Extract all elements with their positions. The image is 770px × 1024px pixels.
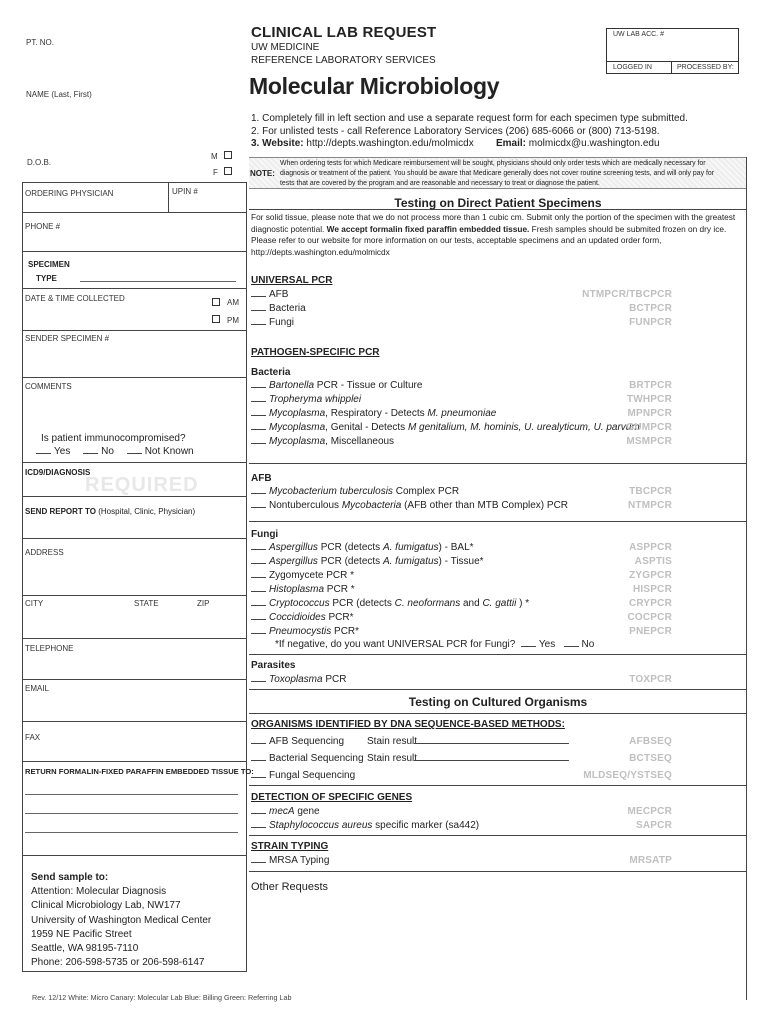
code-asppcr: ASPPCR xyxy=(629,542,672,553)
tropheryma-pcr[interactable]: Tropheryma whipplei xyxy=(251,393,361,407)
code-mldseq-ystseq: MLDSEQ/YSTSEQ xyxy=(583,770,672,781)
code-bctpcr: BCTPCR xyxy=(629,303,672,314)
universal-pcr-heading: UNIVERSAL PCR xyxy=(251,275,333,286)
medicare-note: NOTE: When ordering tests for which Medicare reimbursement will be sought, physicians should only order tests which are medically necessary for diagnosis or treatment of the patient. You should be aware that Medicare generally does not cover routine screening tests, and will only pay for tests that are covered by the program and are reasonable and necessary to treat or diagnose the patient. xyxy=(249,157,746,189)
code-afbseq: AFBSEQ xyxy=(629,736,672,747)
uw-lab-acc-label: UW LAB ACC. # xyxy=(613,31,664,38)
universal-afb[interactable]: AFB xyxy=(251,288,288,302)
state-label: STATE xyxy=(134,599,159,608)
required-watermark: REQUIRED xyxy=(85,474,199,496)
cryptococcus-pcr[interactable]: Cryptococcus PCR (detects C. neoformans and C. gattii ) * xyxy=(251,597,529,611)
icd9-label: ICD9/DIAGNOSIS xyxy=(25,468,91,477)
bacteria-label: Bacteria xyxy=(251,367,291,378)
comments-label: COMMENTS xyxy=(25,382,72,391)
instructions: 1. Completely fill in left section and use a separate request form for each specimen type submitted. 2. For unlisted tests - call Reference Laboratory Services (206) 685-6066 or (800) 713-5198. 3. Website: http://depts.washington.edu/molmicdx Email: molmicdx@u.washington.edu xyxy=(251,113,688,149)
code-crypcr: CRYPCR xyxy=(628,598,672,609)
code-mpnpcr: MPNPCR xyxy=(627,408,672,419)
code-brtpcr: BRTPCR xyxy=(629,380,672,391)
form-title: CLINICAL LAB REQUEST xyxy=(251,24,437,41)
code-pnepcr: PNEPCR xyxy=(629,626,672,637)
telephone-label: TELEPHONE xyxy=(25,644,74,653)
bacterial-sequencing[interactable]: Bacterial Sequencing Stain result xyxy=(251,752,364,766)
specific-genes-heading: DETECTION OF SPECIFIC GENES xyxy=(251,792,413,803)
pm-checkbox[interactable] xyxy=(212,315,220,323)
histoplasma-pcr[interactable]: Histoplasma PCR * xyxy=(251,583,355,597)
strain-typing-heading: STRAIN TYPING xyxy=(251,841,329,852)
code-bctseq: BCTSEQ xyxy=(629,753,672,764)
pt-no-label: PT. NO. xyxy=(26,38,55,47)
fungal-sequencing[interactable]: Fungal Sequencing xyxy=(251,769,355,783)
city-label: CITY xyxy=(25,599,44,608)
code-mecpcr: MECPCR xyxy=(627,806,672,817)
code-hispcr: HISPCR xyxy=(633,584,672,595)
code-ntmpcr-tbcpcr: NTMPCR/TBCPCR xyxy=(582,289,672,300)
ntm-pcr[interactable]: Nontuberculous Mycobacteria (AFB other than MTB Complex) PCR xyxy=(251,499,568,513)
accession-box xyxy=(606,28,739,74)
form-name: Molecular Microbiology xyxy=(249,73,500,99)
mrsa-typing[interactable]: MRSA Typing xyxy=(251,854,329,868)
fungi-label: Fungi xyxy=(251,529,279,540)
revision-footer: Rev. 12/12 White: Micro Canary: Molecular Lab Blue: Billing Green: Referring Lab xyxy=(32,993,292,1002)
send-sample-title: Send sample to: xyxy=(31,872,109,883)
address-label: ADDRESS xyxy=(25,548,64,557)
code-tbcpcr: TBCPCR xyxy=(629,486,672,497)
code-funpcr: FUNPCR xyxy=(629,317,672,328)
mycoplasma-respiratory[interactable]: Mycoplasma, Respiratory - Detects M. pneumoniae xyxy=(251,407,496,421)
meca-gene[interactable]: mecA gene xyxy=(251,805,320,819)
code-gumpcr: GUMPCR xyxy=(626,422,672,433)
sender-specimen-label: SENDER SPECIMEN # xyxy=(25,334,110,343)
sex-m-label: M xyxy=(211,152,218,161)
parasites-label: Parasites xyxy=(251,660,296,671)
direct-specimens-info: For solid tissue, please note that we do not process more than 1 cubic cm. Submit only the portion of the specimen with the greatest diagnostic potential. We accept formalin fixed paraffin embedded tissue. Fresh samples should be submited frozen on dry ice. Please refer to our website for more information on our tests, acceptable specimens and an updated order form, http://depts.washington.edu/molmicdx xyxy=(251,212,736,257)
send-sample-block: Send sample to: Attention: Molecular Diagnosis Clinical Microbiology Lab, NW177 University of Washington Medical Center 1959 NE Pacific Street Seattle, WA 98195-7110 Phone: 206-598-5735 or 206-598-6147 xyxy=(31,872,212,969)
sex-f-checkbox[interactable] xyxy=(224,167,232,175)
logged-in-label: LOGGED IN xyxy=(613,64,652,71)
fungi-universal-question[interactable]: *If negative, do you want UNIVERSAL PCR for Fungi? Yes No xyxy=(275,639,595,650)
upin-label: UPIN # xyxy=(172,187,198,196)
phone-label: PHONE # xyxy=(25,222,61,231)
dna-sequence-heading: ORGANISMS IDENTIFIED BY DNA SEQUENCE-BASED METHODS: xyxy=(251,719,565,730)
name-label: NAME (Last, First) xyxy=(26,90,92,99)
universal-bacteria[interactable]: Bacteria xyxy=(251,302,306,316)
immuno-options[interactable]: Yes No Not Known xyxy=(36,446,194,457)
dob-label: D.O.B. xyxy=(27,158,52,167)
cultured-organisms-title: Testing on Cultured Organisms xyxy=(408,695,588,709)
zip-label: ZIP xyxy=(197,599,210,608)
mtb-complex-pcr[interactable]: Mycobacterium tuberculosis Complex PCR xyxy=(251,485,459,499)
coccidioides-pcr[interactable]: Coccidioides PCR* xyxy=(251,611,354,625)
code-sapcr: SAPCR xyxy=(635,820,672,831)
code-zygpcr: ZYGPCR xyxy=(629,570,672,581)
code-ntmpcr: NTMPCR xyxy=(628,500,672,511)
afb-label: AFB xyxy=(251,473,272,484)
send-report-label: SEND REPORT TO (Hospital, Clinic, Physician) xyxy=(25,507,196,516)
code-mrsatp: MRSATP xyxy=(629,855,672,866)
mycoplasma-misc[interactable]: Mycoplasma, Miscellaneous xyxy=(251,435,394,449)
pathogen-pcr-heading: PATHOGEN-SPECIFIC PCR xyxy=(251,347,380,358)
code-twhpcr: TWHPCR xyxy=(626,394,672,405)
dept-name: REFERENCE LABORATORY SERVICES xyxy=(251,55,436,66)
return-ffpe-label: RETURN FORMALIN-FIXED PARAFFIN EMBEDDED TISSUE TO: xyxy=(25,767,254,776)
specimen-type-label: SPECIMEN TYPE xyxy=(28,260,70,283)
code-msmpcr: MSMPCR xyxy=(626,436,672,447)
code-cocpcr: COCPCR xyxy=(627,612,672,623)
email-label: EMAIL xyxy=(25,684,50,693)
code-toxpcr: TOXPCR xyxy=(629,674,672,685)
specimen-type-field[interactable] xyxy=(80,270,236,282)
mycoplasma-genital[interactable]: Mycoplasma, Genital - Detects M genitalium, M. hominis, U. urealyticum, U. parvum xyxy=(251,421,640,435)
aspergillus-bal[interactable]: Aspergillus PCR (detects A. fumigatus) - BAL* xyxy=(251,541,474,555)
bartonella-pcr[interactable]: Bartonella PCR - Tissue or Culture xyxy=(251,379,422,393)
org-name: UW MEDICINE xyxy=(251,42,320,53)
fax-label: FAX xyxy=(25,733,41,742)
am-checkbox[interactable] xyxy=(212,298,220,306)
other-requests-label: Other Requests xyxy=(251,881,329,893)
direct-specimens-title: Testing on Direct Patient Specimens xyxy=(394,196,602,210)
sa442-marker[interactable]: Staphylococcus aureus specific marker (sa442) xyxy=(251,819,479,833)
pneumocystis-pcr[interactable]: Pneumocystis PCR* xyxy=(251,625,359,639)
zygomycete-pcr[interactable]: Zygomycete PCR * xyxy=(251,569,354,583)
afb-sequencing[interactable]: AFB Sequencing Stain result xyxy=(251,735,344,749)
toxoplasma-pcr[interactable]: Toxoplasma PCR xyxy=(251,673,346,687)
sex-f-label: F xyxy=(213,168,218,177)
code-asptis: ASPTIS xyxy=(634,556,672,567)
ordering-physician-label: ORDERING PHYSICIAN xyxy=(25,189,114,198)
pm-label: PM xyxy=(227,316,239,325)
immuno-question: Is patient immunocompromised? xyxy=(41,433,186,444)
processed-by-label: PROCESSED BY: xyxy=(677,64,734,71)
universal-fungi[interactable]: Fungi xyxy=(251,316,294,330)
am-label: AM xyxy=(227,298,239,307)
date-time-label: DATE & TIME COLLECTED xyxy=(25,294,125,303)
aspergillus-tissue[interactable]: Aspergillus PCR (detects A. fumigatus) - Tissue* xyxy=(251,555,484,569)
sex-m-checkbox[interactable] xyxy=(224,151,232,159)
